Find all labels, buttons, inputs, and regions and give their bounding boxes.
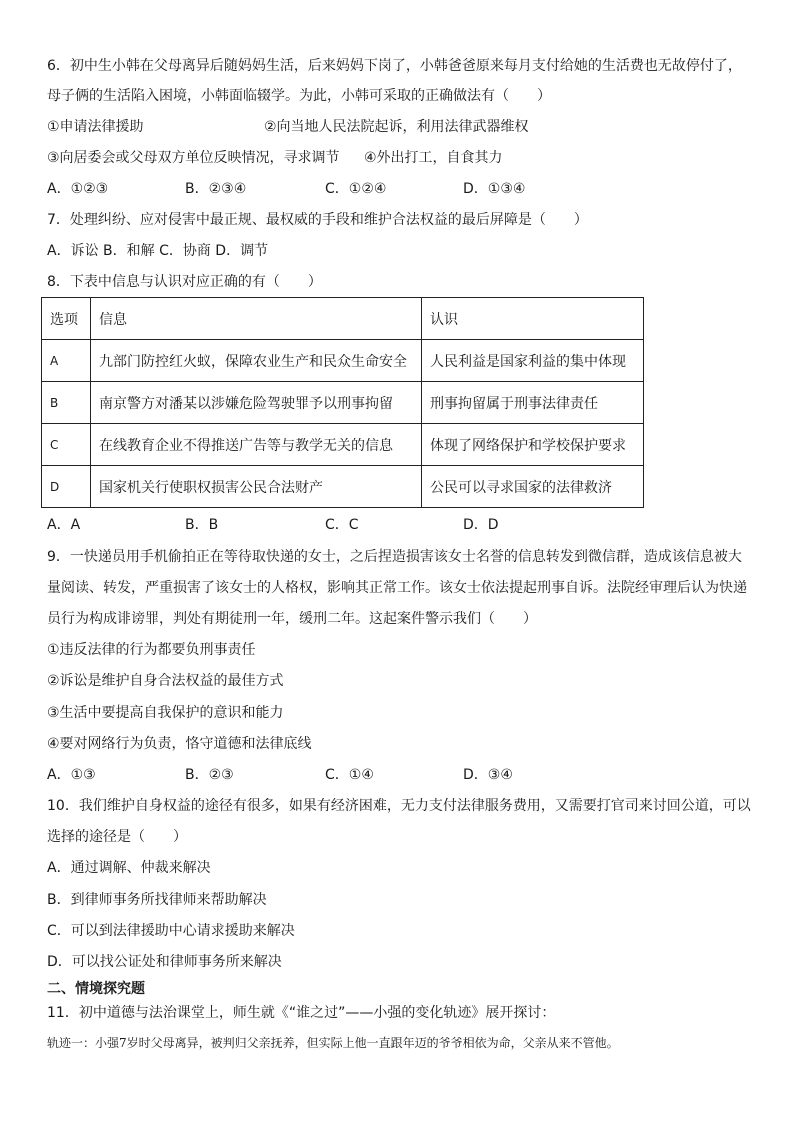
q9-line2: 量阅读、转发，严重损害了该女士的人格权，影响其正常工作。该女士依法提起刑事自诉。法院经审理后认为快递: [47, 580, 747, 596]
q7-options[interactable]: A．诉讼 B．和解 C．协商 D．调节: [47, 243, 269, 259]
q9-option-a[interactable]: A．①③: [47, 767, 96, 783]
table-row: [42, 424, 644, 466]
section-title: 二、情境探究题: [47, 981, 145, 997]
q9-option-b[interactable]: B．②③: [185, 767, 234, 783]
table-cell-understanding: 人民利益是国家利益的集中体现: [422, 340, 644, 382]
q9-option-d[interactable]: D．③④: [463, 767, 513, 783]
table-cell-info: 国家机关行使职权损害公民合法财产: [91, 466, 422, 508]
q7-line1: 7．处理纠纷、应对侵害中最正规、最权威的手段和维护合法权益的最后屏障是（ ）: [47, 212, 588, 228]
q10-line1: 10．我们维护自身权益的途径有很多，如果有经济困难，无力支付法律服务费用，又需要打官司来讨回公道，可以: [47, 798, 751, 814]
q6-option-b[interactable]: B．②③④: [185, 181, 247, 197]
q10-option-c[interactable]: C．可以到法律援助中心请求援助来解决: [47, 923, 295, 939]
q10-line2: 选择的途径是（ ）: [47, 829, 187, 845]
table-cell-understanding: 刑事拘留属于刑事法律责任: [422, 382, 644, 424]
q8-option-a[interactable]: A．A: [47, 517, 81, 533]
q10-option-b[interactable]: B．到律师事务所找律师来帮助解决: [47, 892, 267, 908]
q10-option-d[interactable]: D．可以找公证处和律师事务所来解决: [47, 954, 282, 970]
table-cell-option: D: [42, 466, 91, 508]
table-header-cell: 认识: [422, 298, 644, 340]
q8-info-table: [41, 297, 644, 508]
q6-statement-2: ②向当地人民法院起诉，利用法律武器维权: [264, 119, 529, 135]
table-row: [42, 466, 644, 508]
table-cell-info: 南京警方对潘某以涉嫌危险驾驶罪予以刑事拘留: [91, 382, 422, 424]
table-row: [42, 382, 644, 424]
table-cell-understanding: 体现了网络保护和学校保护要求: [422, 424, 644, 466]
q9-option-c[interactable]: C．①④: [325, 767, 374, 783]
q11-trace-1: 轨迹一：小强7岁时父母离异，被判归父亲抚养，但实际上他一直跟年迈的爷爷相依为命，父亲从来不管他。: [47, 1036, 619, 1050]
q8-line1: 8．下表中信息与认识对应正确的有（ ）: [47, 274, 322, 290]
q11-line1: 11．初中道德与法治课堂上，师生就《“谁之过”——小强的变化轨迹》展开探讨：: [47, 1005, 556, 1021]
q9-statement-3: ③生活中要提高自我保护的意识和能力: [47, 705, 284, 721]
table-row: [42, 340, 644, 382]
table-cell-info: 在线教育企业不得推送广告等与教学无关的信息: [91, 424, 422, 466]
table-cell-option: B: [42, 382, 91, 424]
q9-line3: 员行为构成诽谤罪，判处有期徒刑一年，缓刑二年。这起案件警示我们（ ）: [47, 611, 537, 627]
q6-statement-1: ①申请法律援助: [47, 119, 144, 135]
q9-statement-4: ④要对网络行为负责，恪守道德和法律底线: [47, 736, 312, 752]
table-cell-option: C: [42, 424, 91, 466]
q6-option-d[interactable]: D．①③④: [463, 181, 526, 197]
q9-statement-2: ②诉讼是维护自身合法权益的最佳方式: [47, 673, 284, 689]
q6-option-a[interactable]: A．①②③: [47, 181, 109, 197]
q6-line1: 6．初中生小韩在父母离异后随妈妈生活，后来妈妈下岗了，小韩爸爸原来每月支付给她的生活费也无故停付了，: [47, 58, 742, 74]
q9-line1: 9．一快递员用手机偷拍正在等待取快递的女士，之后捏造损害该女士名誉的信息转发到微信群，造成该信息被大: [47, 549, 742, 565]
q10-option-a[interactable]: A．通过调解、仲裁来解决: [47, 860, 211, 876]
q8-option-c[interactable]: C．C: [325, 517, 359, 533]
table-cell-option: A: [42, 340, 91, 382]
q6-line2: 母子俩的生活陷入困境，小韩面临辍学。为此，小韩可采取的正确做法有（ ）: [47, 88, 551, 104]
table-header-row: [42, 298, 644, 340]
table-header-cell: 选项: [42, 298, 91, 340]
q6-statement-3: ③向居委会或父母双方单位反映情况，寻求调节: [47, 150, 340, 166]
table-header-cell: 信息: [91, 298, 422, 340]
table-cell-info: 九部门防控红火蚁，保障农业生产和民众生命安全: [91, 340, 422, 382]
q9-statement-1: ①违反法律的行为都要负刑事责任: [47, 642, 256, 658]
q8-option-b[interactable]: B．B: [185, 517, 219, 533]
q8-option-d[interactable]: D．D: [463, 517, 499, 533]
q6-statement-4: ④外出打工，自食其力: [364, 150, 503, 166]
table-cell-understanding: 公民可以寻求国家的法律救济: [422, 466, 644, 508]
q6-option-c[interactable]: C．①②④: [325, 181, 387, 197]
